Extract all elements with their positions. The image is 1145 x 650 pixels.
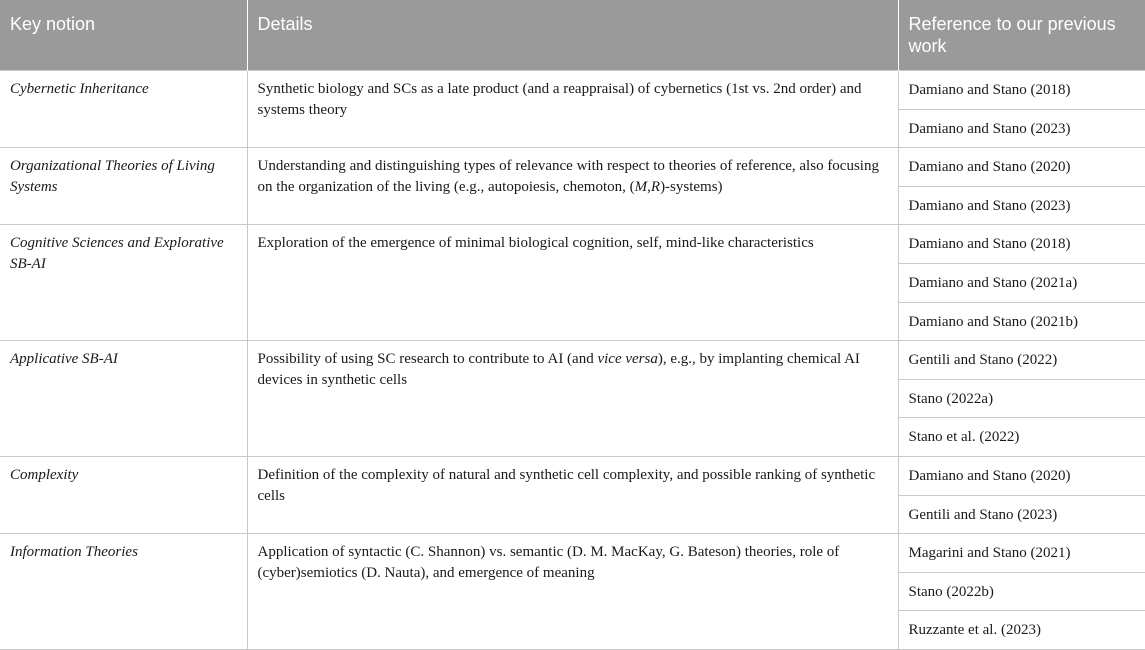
key-notion-cell: Complexity bbox=[0, 456, 247, 533]
table-row bbox=[0, 534, 1145, 573]
reference-cell: Damiano and Stano (2023) bbox=[898, 109, 1145, 148]
reference-cell: Damiano and Stano (2018) bbox=[898, 71, 1145, 110]
details-cell: Synthetic biology and SCs as a late product (and a reappraisal) of cybernetics (1st vs. 2nd order) and systems theory bbox=[247, 71, 898, 148]
key-notion-cell: Cognitive Sciences and Explorative SB-AI bbox=[0, 225, 247, 341]
details-cell: Definition of the complexity of natural and synthetic cell complexity, and possible ranking of synthetic cells bbox=[247, 456, 898, 533]
reference-cell: Damiano and Stano (2023) bbox=[898, 186, 1145, 225]
reference-cell: Stano (2022b) bbox=[898, 572, 1145, 611]
header-details: Details bbox=[247, 0, 898, 71]
reference-cell: Stano (2022a) bbox=[898, 379, 1145, 418]
details-cell: Possibility of using SC research to contribute to AI (and vice versa), e.g., by implanting chemical AI devices in synthetic cells bbox=[247, 341, 898, 457]
reference-cell: Ruzzante et al. (2023) bbox=[898, 611, 1145, 650]
reference-cell: Magarini and Stano (2021) bbox=[898, 534, 1145, 573]
details-cell: Exploration of the emergence of minimal biological cognition, self, mind-like characteristics bbox=[247, 225, 898, 341]
reference-cell: Gentili and Stano (2023) bbox=[898, 495, 1145, 534]
key-notion-cell: Cybernetic Inheritance bbox=[0, 71, 247, 148]
table-row bbox=[0, 71, 1145, 110]
key-notion-cell: Applicative SB-AI bbox=[0, 341, 247, 457]
reference-cell: Damiano and Stano (2021b) bbox=[898, 302, 1145, 341]
reference-cell: Damiano and Stano (2021a) bbox=[898, 263, 1145, 302]
reference-cell: Damiano and Stano (2018) bbox=[898, 225, 1145, 264]
header-reference: Reference to our previous work bbox=[898, 0, 1145, 71]
table-row bbox=[0, 148, 1145, 187]
reference-cell: Damiano and Stano (2020) bbox=[898, 456, 1145, 495]
details-cell: Application of syntactic (C. Shannon) vs. semantic (D. M. MacKay, G. Bateson) theories, role of (cyber)semiotics (D. Nauta), and emergence of meaning bbox=[247, 534, 898, 650]
table-row bbox=[0, 456, 1145, 495]
key-notion-cell: Organizational Theories of Living Systems bbox=[0, 148, 247, 225]
reference-cell: Stano et al. (2022) bbox=[898, 418, 1145, 457]
header-key-notion: Key notion bbox=[0, 0, 247, 71]
table-row bbox=[0, 341, 1145, 380]
details-cell: Understanding and distinguishing types of relevance with respect to theories of reference, also focusing on the organization of the living (e.g., autopoiesis, chemoton, (M,R)-systems) bbox=[247, 148, 898, 225]
table-row bbox=[0, 225, 1145, 264]
key-notion-cell: Information Theories bbox=[0, 534, 247, 650]
reference-cell: Damiano and Stano (2020) bbox=[898, 148, 1145, 187]
header-row bbox=[0, 0, 1145, 71]
reference-cell: Gentili and Stano (2022) bbox=[898, 341, 1145, 380]
